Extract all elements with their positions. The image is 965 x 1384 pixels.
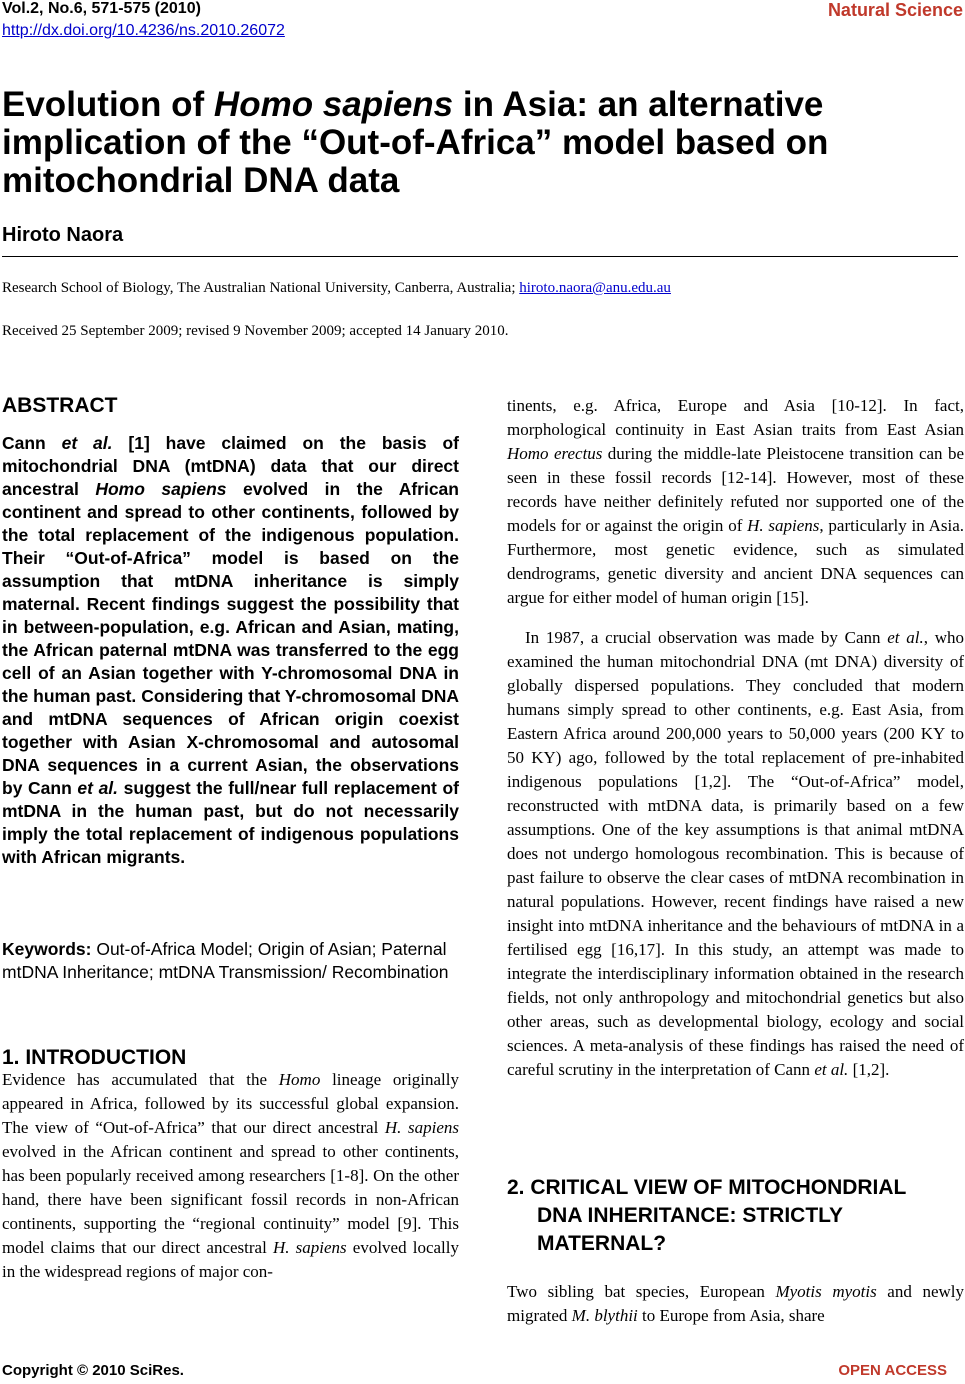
paper-title <box>2 86 942 200</box>
open-access-label: OPEN ACCESS <box>838 1362 947 1379</box>
keywords-label: Keywords: <box>2 939 97 959</box>
received-dates: Received 25 September 2009; revised 9 November 2009; accepted 14 January 2010. <box>2 323 509 339</box>
affiliation-text: Research School of Biology, The Australian National University, Canberra, Australia; <box>2 280 520 296</box>
affiliation <box>2 280 671 297</box>
journal-reference: Vol.2, No.6, 571-575 (2010) <box>2 0 201 17</box>
section-2-body: Two sibling bat species, European Myotis myotis and newly migrated M. blythii to Europe from Asia, share <box>507 1282 964 1325</box>
abstract-body: Cann et al. [1] have claimed on the basis of mitochondrial DNA (mtDNA) data that our direct ancestral Homo sapiens evolved in the African continent and spread to other continents, followed by the total replacement of the indigenous population. Their “Out-of-Africa” model is based on the assumption that mtDNA inheritance is simply maternal. Recent findings suggest the possibility that in between-population, e.g. African and Asian, mating, the African paternal mtDNA was transferred to the egg cell of an Asian together with Y-chromosomal DNA in the human past. Considering that Y-chromosomal DNA and mtDNA sequences of African origin coexist together with Asian X-chromosomal and autosomal DNA sequences in a current Asian, the observations by Cann et al. suggest the full/near full replacement of mtDNA in the human past, but do not necessarily imply the total replacement of indigenous populations with African migrants. <box>2 433 459 867</box>
title-divider <box>2 256 958 257</box>
introduction-body: Evidence has accumulated that the Homo lineage originally appeared in Africa, followed by its successful global expansion. The view of “Out-of-Africa” that our direct ancestral H. sapiens evolved in the African continent and spread to other continents, has been popularly received among researchers [1-8]. On the other hand, there have been significant fossil records in non-African continents, supporting the “regional continuity” model [9]. This model claims that our direct ancestral H. sapiens evolved locally in the widespread regions of major con- <box>2 1070 460 1281</box>
title-text-1: Evolution of <box>2 85 214 124</box>
section-2-heading: 2. CRITICAL VIEW OF MITOCHONDRIAL DNA INHERITANCE: STRICTLY MATERNAL? <box>507 1176 907 1255</box>
author-name: Hiroto Naora <box>2 224 124 246</box>
title-text-2: in Asia: an alternative implication of the “Out-of-Africa” model based on mitochondrial DNA data <box>2 85 829 200</box>
abstract-heading: ABSTRACT <box>2 394 118 417</box>
introduction-heading: 1. INTRODUCTION <box>2 1046 187 1069</box>
journal-name: Natural Science <box>827 0 963 20</box>
title-italic: Homo sapiens <box>213 85 454 124</box>
keywords-text: Out-of-Africa Model; Origin of Asian; Paternal mtDNA Inheritance; mtDNA Transmission/ Recombination <box>2 939 449 982</box>
email-link[interactable]: hiroto.naora@anu.edu.au <box>519 280 671 296</box>
body-paragraph-1: tinents, e.g. Africa, Europe and Asia [10-12]. In fact, morphological continuity in East Asian traits from East Asian Homo erectus during the middle-late Pleistocene transition can be seen in these fossil records [12-14]. However, most of these records have neither definitely refuted nor supported one of the models for or against the origin of H. sapiens, particularly in Asia. Furthermore, most genetic evidence, such as simulated dendrograms, genetic diversity and ancient DNA sequences can argue for either model of human origin [15]. <box>507 396 965 607</box>
keywords <box>2 938 459 984</box>
body-paragraph-2: In 1987, a crucial observation was made by Cann et al., who examined the human mitochondrial DNA (mt DNA) diversity of globally dispersed populations. They concluded that modern humans simply spread to other continents, e.g. East Asia, from Eastern Africa around 200,000 years to 50,000 years (200 KY to 50 KY) ago, followed by the total replacement of pre-inhabited indigenous populations [1,2]. The “Out-of-Africa” model, reconstructed with mtDNA data, is primarily based on a few assumptions. One of the key assumptions is that animal mtDNA does not undergo homologous recombination. This is because of past failure to observe the clear cases of mtDNA recombination in natural populations. However, recent findings have raised a new insight into mtDNA inheritance and the behaviours of mtDNA in a fertilised egg [16,17]. In this study, an attempt was made to integrate the interdisciplinary information obtained in the research fields, not only anthropology and mitochondrial genetics but also other areas, such as developmental biology, ecology and social sciences. A meta-analysis of these findings has raised the need of careful scrutiny in the interpretation of Cann et al. [1,2]. <box>507 628 964 1079</box>
doi-link[interactable]: http://dx.doi.org/10.4236/ns.2010.26072 <box>2 22 285 39</box>
copyright: Copyright © 2010 SciRes. <box>2 1362 184 1379</box>
